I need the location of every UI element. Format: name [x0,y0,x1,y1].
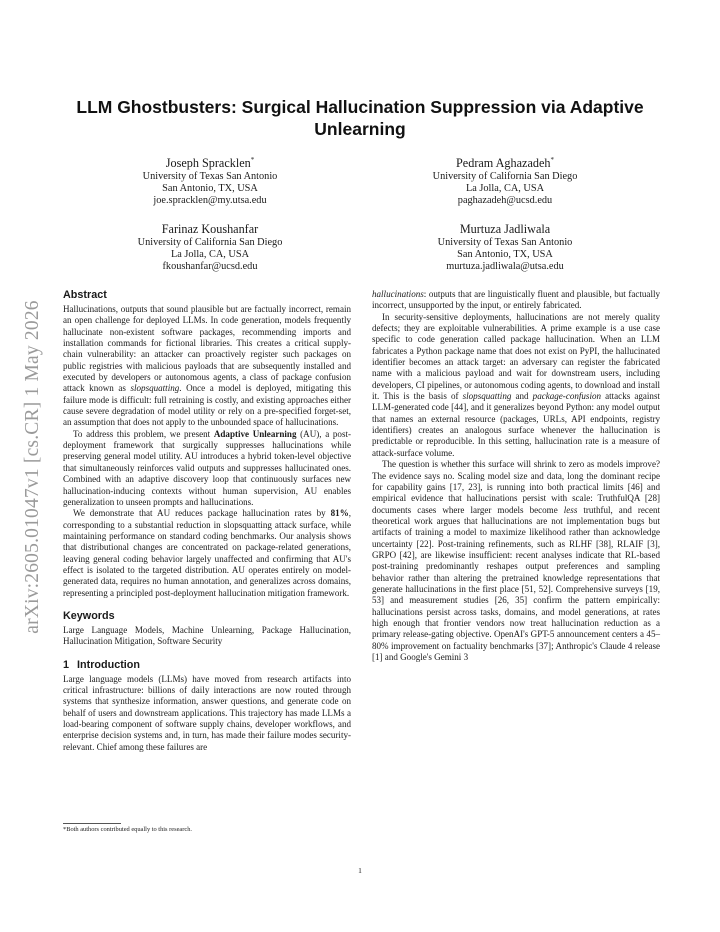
author-name: Farinaz Koushanfar [161,222,259,236]
author-location: La Jolla, CA, USA [170,249,250,261]
author-affiliation: University of Texas San Antonio [437,237,573,248]
footnote-rule [63,823,121,824]
left-column [63,288,351,753]
abstract-paragraph-2: To address this problem, we present Adaptive Unlearning (AU), a post-deployment framework that surgically suppresses hallucinations while preserving general model utility. AU introduces a hybrid token-level objective that simultaneously reinforces valid outputs and suppresses hallucinated ones. Combined with an adaptive discovery loop that continuously surfaces new hallucination-inducing contexts without human supervision, AU enables generalization to unseen prompts and hallucinations. [63,428,352,507]
right-column [372,289,660,663]
intro-paragraph-3: The question is whether this surface will shrink to zero as models improve? The evidence says no. Scaling model size and data, long the dominant recipe for capability gains [17, 23], is running into both practical limits [46] and empirical evidence that hallucinations persist with scale: TruthfulQA [28] documents cases where larger models become less truthful, and recent theoretical work argues that hallucinations are not implementation bugs but artifacts of training a model to maximize likelihood rather than acknowledge uncertainty [22]. Post-training refinements, such as RLHF [38], RLAIF [3], GRPO [42], are likewise insufficient: recent analyses indicate that RL-based post-training predominantly reshapes output preferences and sampling behavior rather than altering the pretrained knowledge representations that generate hallucinations in the first place [51, 52]. Comprehensive surveys [19, 53] and measurement studies [26, 35] confirm the pattern empirically: hallucinations persist across tasks, domains, and model generations, at rates high enough that frontier vendors now treat hallucination reduction as a primary release-gating objective. OpenAI's GPT-5 announcement centers a 45–80% improvement on factuality benchmarks [37]; Anthropic's Claude 4 release [1] and Google's Gemini 3 [372,459,660,662]
paper-title: LLM Ghostbusters: Surgical Hallucination Suppression via Adaptive Unlearning [76,97,644,139]
author-block-3 [70,222,350,274]
author-email: murtuza.jadliwala@utsa.edu [446,261,564,273]
intro-paragraph-2: In security-sensitive deployments, hallucinations are not merely quality defects; they are exploitable vulnerabilities. A prime example is a use case specific to code generation called package hallucination. When an LLM fabricates a Python package name that does not exist on PyPI, the hallucinated identifier becomes an attack target: an adversary can register the fabricated name with a malicious payload and wait for downstream users, including developers, CI pipelines, or autonomous coding agents, to download and install it. This is the basis of slopsquatting and package-confusion attacks against LLM-generated code [44], and it generalizes beyond Python: any model output that names an external resource (packages, URLs, API endpoints, registry identifiers) creates an analogous surface whenever the hallucination is predictable or reproducible. In this setting, hallucination rate is a measure of attack-surface volume. [372,311,660,458]
intro-paragraph-1-start: Large language models (LLMs) have moved from research artifacts into critical infrastructure: billions of daily interactions are now routed through systems that synthesize information, answer questions, and generate code on behalf of users and downstream applications. This trajectory has made LLMs a load-bearing component of software supply chains, developer workflows, and enterprise decision systems and, in turn, has made their failure modes security-relevant. Chief among these failures are [63,673,351,752]
author-affiliation: University of California San Diego [137,237,283,248]
abstract-heading: Abstract [63,289,107,301]
keywords-heading: Keywords [63,609,115,622]
author-block-4 [365,222,645,274]
author-location: La Jolla, CA, USA [465,183,545,195]
keywords-text: Large Language Models, Machine Unlearning, Package Hallucination, Hallucination Mitigation, Software Security [63,624,351,647]
author-block-1 [70,153,350,208]
author-name: Murtuza Jadliwala [459,222,551,236]
author-name: Joseph Spracklen* [165,156,255,171]
author-affiliation: University of Texas San Antonio [142,171,278,183]
abstract-paragraph-3: We demonstrate that AU reduces package hallucination rates by 81%, corresponding to a substantial reduction in slopsquatting attack surface, while maintaining performance on standard coding benchmarks. Our analysis shows that distributional changes are concentrated on package-related generations, leaving general coding behavior largely unaffected and confirming that AU's effect is isolated to the targeted distribution. AU operates entirely on model-generated data, requires no human annotation, and generalizes across domains, representing a principled post-deployment hallucination mitigation framework. [63,508,351,598]
abstract-paragraph-1: Hallucinations, outputs that sound plausible but are factually incorrect, remain an open challenge for deployed LLMs. In code generation, models frequently hallucinate non-existent software packages, recommending imports and installation commands for fictional libraries. This creates a critical supply-chain vulnerability: an attacker can proactively register such packages on public registries with malicious payloads that are subsequently installed and executed by developers or autonomous agents, a class of package confusion attack known as slopsquatting. Once a model is deployed, mitigating this failure mode is difficult: full retraining is costly, and existing approaches either cause severe degradation of model utility or rely on a pre-specified forget-set, an assumption that does not apply to the unbounded space of hallucinations. [63,304,352,428]
arxiv-identifier-stamp: arXiv:2605.01047v1 [cs.CR] 1 May 2026 [22,300,43,634]
author-email: joe.spracklen@my.utsa.edu [153,195,267,207]
author-location: San Antonio, TX, USA [457,249,553,261]
author-block-2 [365,153,645,208]
author-email: fkoushanfar@ucsd.edu [162,261,258,273]
author-affiliation: University of California San Diego [432,171,578,183]
intro-paragraph-1-cont: hallucinations: outputs that are linguistically fluent and plausible, but factually incorrect, unsupported by the input, or entirely fabricated. [372,289,660,311]
author-email: paghazadeh@ucsd.edu [457,195,553,207]
page-number: 1 [358,866,362,875]
author-name: Pedram Aghazadeh* [456,156,554,171]
introduction-heading: 1 Introduction [63,658,140,671]
author-location: San Antonio, TX, USA [162,183,258,195]
footnote: *Both authors contributed equally to this research. [63,826,193,833]
